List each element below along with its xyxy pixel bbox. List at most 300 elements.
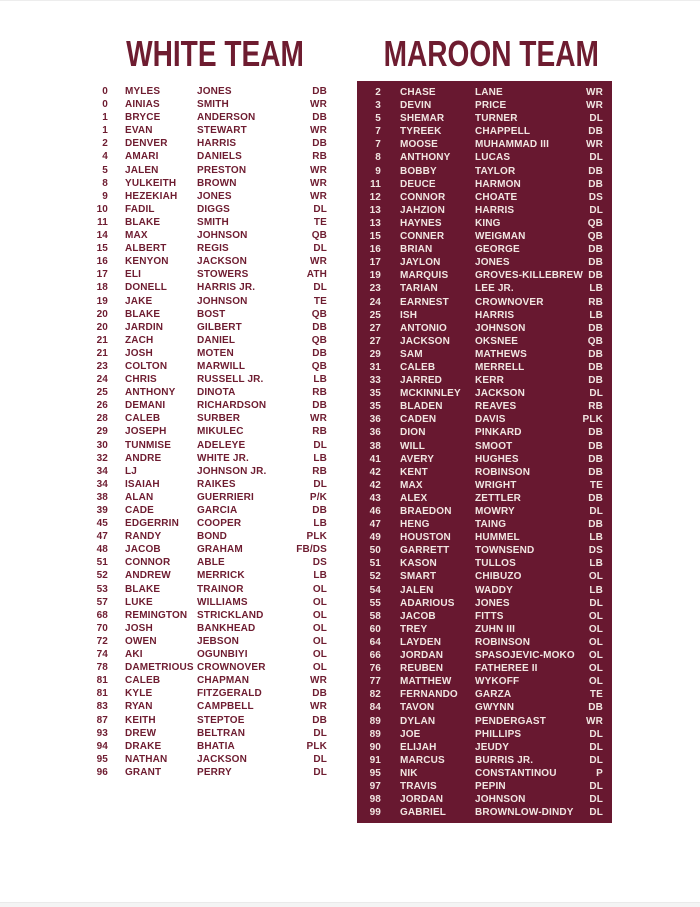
position: OL xyxy=(588,676,603,688)
jersey-number: 47 xyxy=(96,531,108,543)
roster-row xyxy=(80,308,327,321)
first-name: KEITH xyxy=(125,714,156,726)
position: DB xyxy=(588,322,603,334)
jersey-number: 2 xyxy=(375,87,381,98)
last-name: OKSNEE xyxy=(475,335,519,347)
position: FB/DS xyxy=(296,544,327,556)
roster-row xyxy=(80,727,327,740)
jersey-number: 16 xyxy=(96,256,108,268)
first-name: CADE xyxy=(125,505,154,516)
jersey-number: 29 xyxy=(369,348,381,360)
position: DL xyxy=(589,113,603,125)
last-name: HARRIS JR. xyxy=(197,282,256,294)
last-name: ROBINSON xyxy=(475,466,531,478)
jersey-number: 57 xyxy=(96,596,108,608)
last-name: LEE JR. xyxy=(475,283,514,295)
jersey-number: 48 xyxy=(96,544,108,556)
jersey-number: 4 xyxy=(102,151,108,163)
position: DB xyxy=(312,688,327,700)
position: PLK xyxy=(582,414,603,426)
roster-row xyxy=(80,150,327,163)
white-team-title: WHITE TEAM xyxy=(126,33,304,74)
last-name: HARMON xyxy=(475,178,521,190)
position: QB xyxy=(587,231,603,243)
roster-row xyxy=(357,662,603,675)
position: DL xyxy=(313,753,327,765)
position: DB xyxy=(588,466,603,478)
last-name: LUCAS xyxy=(475,152,511,164)
roster-row xyxy=(357,282,603,295)
first-name: DEUCE xyxy=(400,178,436,190)
last-name: JONES xyxy=(475,597,510,609)
position: DL xyxy=(589,388,603,400)
first-name: SMART xyxy=(400,571,437,583)
last-name: ADELEYE xyxy=(197,439,246,451)
jersey-number: 36 xyxy=(369,427,381,439)
first-name: ANDREW xyxy=(125,570,171,582)
last-name: FITTS xyxy=(475,610,504,622)
jersey-number: 24 xyxy=(369,296,381,308)
position: OL xyxy=(588,571,603,583)
position: DL xyxy=(589,780,603,792)
jersey-number: 23 xyxy=(369,283,381,295)
first-name: KENT xyxy=(400,466,428,478)
roster-row xyxy=(357,505,603,518)
jersey-number: 51 xyxy=(369,558,381,570)
jersey-number: 36 xyxy=(369,414,381,426)
jersey-number: 89 xyxy=(369,728,381,740)
first-name: JAYLON xyxy=(400,257,441,269)
jersey-number: 28 xyxy=(96,413,108,425)
last-name: DAVIS xyxy=(475,414,506,426)
position: DB xyxy=(312,347,327,359)
roster-row xyxy=(357,178,603,191)
position: LB xyxy=(313,452,327,464)
first-name: HAYNES xyxy=(400,217,442,229)
roster-row xyxy=(80,399,327,412)
jersey-number: 83 xyxy=(96,701,108,713)
roster-row xyxy=(357,125,603,138)
position: DL xyxy=(589,728,603,740)
last-name: SURBER xyxy=(197,413,241,425)
last-name: DANIELS xyxy=(197,151,242,163)
last-name: DINOTA xyxy=(197,387,236,399)
last-name: PERRY xyxy=(197,766,232,778)
roster-row xyxy=(357,531,603,544)
position: WR xyxy=(310,701,327,713)
first-name: FERNANDO xyxy=(400,689,458,701)
roster-row xyxy=(357,400,603,413)
last-name: JONES xyxy=(475,257,510,269)
jersey-number: 7 xyxy=(375,126,381,138)
jersey-number: 35 xyxy=(369,401,381,413)
jersey-number: 81 xyxy=(96,675,108,687)
roster-row xyxy=(357,688,603,701)
jersey-number: 38 xyxy=(96,491,108,503)
jersey-number: 0 xyxy=(102,86,108,97)
position: OL xyxy=(588,610,603,622)
jersey-number: 20 xyxy=(96,321,108,333)
first-name: MCKINNLEY xyxy=(400,388,461,400)
first-name: BLAKE xyxy=(125,583,161,595)
last-name: GARCIA xyxy=(197,505,238,516)
first-name: JALEN xyxy=(125,164,159,176)
jersey-number: 34 xyxy=(96,465,108,477)
position: LB xyxy=(589,283,603,295)
roster-row xyxy=(357,165,603,178)
position: DB xyxy=(588,270,603,282)
first-name: DRAKE xyxy=(125,740,162,752)
jersey-number: 96 xyxy=(96,766,108,778)
first-name: MAX xyxy=(400,479,423,491)
last-name: RUSSELL JR. xyxy=(197,374,264,386)
roster-row xyxy=(357,440,603,453)
last-name: BROWN xyxy=(197,177,237,189)
roster-row xyxy=(357,269,603,282)
position: DL xyxy=(313,439,327,451)
last-name: ANDERSON xyxy=(197,112,256,124)
last-name: COOPER xyxy=(197,518,242,530)
roster-row xyxy=(357,701,603,714)
roster-row xyxy=(357,584,603,597)
position: DS xyxy=(588,545,603,557)
last-name: CAMPBELL xyxy=(197,701,254,713)
position: WR xyxy=(586,139,603,151)
first-name: JAKE xyxy=(125,295,153,307)
last-name: PINKARD xyxy=(475,427,522,439)
jersey-number: 32 xyxy=(96,452,108,464)
last-name: BHATIA xyxy=(197,740,235,752)
jersey-number: 47 xyxy=(369,519,381,531)
roster-row xyxy=(80,569,327,582)
roster-row xyxy=(80,740,327,753)
first-name: ISAIAH xyxy=(125,478,160,490)
first-name: DION xyxy=(400,427,426,439)
jersey-number: 82 xyxy=(369,689,381,701)
first-name: BRIAN xyxy=(400,244,433,256)
jersey-number: 89 xyxy=(369,715,381,727)
position: LB xyxy=(589,584,603,596)
last-name: TRAINOR xyxy=(197,583,244,595)
first-name: RANDY xyxy=(125,531,162,543)
last-name: STRICKLAND xyxy=(197,609,264,621)
jersey-number: 97 xyxy=(369,780,381,792)
jersey-number: 25 xyxy=(369,309,381,321)
position: TE xyxy=(313,295,327,307)
position: LB xyxy=(313,374,327,386)
roster-row xyxy=(80,373,327,386)
jersey-number: 50 xyxy=(369,545,381,557)
roster-row xyxy=(80,714,327,727)
position: DL xyxy=(589,506,603,517)
last-name: GEORGE xyxy=(475,244,520,256)
jersey-number: 7 xyxy=(375,139,381,151)
last-name: BURRIS JR. xyxy=(475,754,534,766)
last-name: TULLOS xyxy=(475,558,516,570)
roster-row xyxy=(357,361,603,374)
first-name: GABRIEL xyxy=(400,807,447,819)
first-name: TUNMISE xyxy=(125,439,172,451)
roster-row xyxy=(80,190,327,203)
position: DS xyxy=(588,191,603,203)
roster-row xyxy=(357,636,603,649)
first-name: CALEB xyxy=(125,413,161,425)
first-name: BOBBY xyxy=(400,165,437,177)
roster-row xyxy=(80,648,327,661)
roster-row xyxy=(80,229,327,242)
first-name: GARRETT xyxy=(400,545,450,557)
roster-row xyxy=(80,255,327,268)
first-name: KASON xyxy=(400,558,437,570)
last-name: JOHNSON JR. xyxy=(197,465,267,477)
jersey-number: 1 xyxy=(102,125,108,137)
last-name: MUHAMMAD III xyxy=(475,139,550,151)
roster-row xyxy=(80,556,327,569)
roster-row xyxy=(357,217,603,230)
position: OL xyxy=(588,650,603,662)
roster-row xyxy=(80,504,327,517)
position: ATH xyxy=(306,269,327,281)
first-name: LUKE xyxy=(125,596,153,608)
jersey-number: 46 xyxy=(369,506,381,517)
last-name: WYKOFF xyxy=(475,676,520,688)
last-name: ZUHN III xyxy=(475,623,516,635)
last-name: PRESTON xyxy=(197,164,247,176)
last-name: SMOOT xyxy=(475,440,513,452)
jersey-number: 39 xyxy=(96,505,108,516)
last-name: JEUDY xyxy=(475,741,510,753)
roster-row xyxy=(80,700,327,713)
last-name: HARRIS xyxy=(475,309,515,321)
jersey-number: 84 xyxy=(369,702,381,714)
roster-row xyxy=(80,452,327,465)
first-name: JARDIN xyxy=(125,321,164,333)
first-name: CONNOR xyxy=(125,557,171,569)
position: DB xyxy=(588,165,603,177)
last-name: PHILLIPS xyxy=(475,728,522,740)
jersey-number: 70 xyxy=(96,622,108,634)
first-name: JACOB xyxy=(400,610,436,622)
last-name: SPASOJEVIC-MOKO xyxy=(475,650,575,662)
last-name: MIKULEC xyxy=(197,426,244,438)
position: PLK xyxy=(306,740,327,752)
roster-row xyxy=(357,675,603,688)
jersey-number: 95 xyxy=(96,753,108,765)
position: WR xyxy=(310,256,327,268)
roster-row xyxy=(80,622,327,635)
roster-row xyxy=(357,728,603,741)
first-name: JAHZION xyxy=(400,204,445,216)
position: WR xyxy=(310,413,327,425)
position: LB xyxy=(589,558,603,570)
last-name: TURNER xyxy=(475,113,518,125)
jersey-number: 13 xyxy=(369,217,381,229)
roster-row xyxy=(80,439,327,452)
position: DL xyxy=(589,204,603,216)
jersey-number: 31 xyxy=(369,361,381,373)
first-name: CHASE xyxy=(400,87,436,98)
last-name: FITZGERALD xyxy=(197,688,262,700)
first-name: BLADEN xyxy=(400,401,443,413)
last-name: CONSTANTINOU xyxy=(475,767,557,779)
roster-row xyxy=(357,374,603,387)
roster-row xyxy=(357,453,603,466)
first-name: CONNER xyxy=(400,231,445,243)
first-name: ALEX xyxy=(400,492,428,504)
last-name: GWYNN xyxy=(475,702,515,714)
jersey-number: 15 xyxy=(96,243,108,255)
roster-row xyxy=(80,425,327,438)
first-name: MATTHEW xyxy=(400,676,452,688)
last-name: BROWNLOW-DINDY xyxy=(475,807,574,819)
first-name: JALEN xyxy=(400,584,434,596)
position: P/K xyxy=(309,491,327,503)
jersey-number: 78 xyxy=(96,662,108,674)
first-name: DREW xyxy=(125,727,157,739)
last-name: MARWILL xyxy=(197,360,246,372)
last-name: KING xyxy=(475,217,501,229)
jersey-number: 5 xyxy=(375,113,381,125)
position: RB xyxy=(312,465,327,477)
jersey-number: 74 xyxy=(96,649,108,661)
last-name: GROVES-KILLEBREW xyxy=(475,270,583,282)
last-name: GILBERT xyxy=(197,321,242,333)
last-name: REAVES xyxy=(475,401,517,413)
position: DL xyxy=(313,727,327,739)
position: DB xyxy=(588,702,603,714)
first-name: JOSEPH xyxy=(125,426,167,438)
last-name: JEBSON xyxy=(197,635,240,647)
jersey-number: 20 xyxy=(96,308,108,320)
roster-row xyxy=(357,623,603,636)
position: DB xyxy=(588,244,603,256)
position: WR xyxy=(310,675,327,687)
jersey-number: 8 xyxy=(375,152,381,164)
jersey-number: 2 xyxy=(102,138,108,150)
position: DB xyxy=(312,138,327,150)
roster-row xyxy=(80,281,327,294)
roster-row xyxy=(357,309,603,322)
roster-row xyxy=(80,635,327,648)
roster-row xyxy=(357,597,603,610)
position: DB xyxy=(312,86,327,97)
position: LB xyxy=(589,532,603,544)
position: DL xyxy=(589,152,603,164)
position: WR xyxy=(310,164,327,176)
position: DB xyxy=(588,361,603,373)
last-name: BANKHEAD xyxy=(197,622,256,634)
jersey-number: 33 xyxy=(369,375,381,387)
roster-row xyxy=(80,674,327,687)
position: OL xyxy=(312,583,327,595)
last-name: CHAPMAN xyxy=(197,675,250,687)
position: OL xyxy=(312,662,327,674)
last-name: JACKSON xyxy=(197,256,247,268)
roster-row xyxy=(357,138,603,151)
jersey-number: 77 xyxy=(369,676,381,688)
first-name: FADIL xyxy=(125,203,155,215)
first-name: ZACH xyxy=(125,334,154,346)
position: DB xyxy=(312,112,327,124)
first-name: AKI xyxy=(125,649,143,661)
first-name: NATHAN xyxy=(125,753,168,765)
jersey-number: 49 xyxy=(369,532,381,544)
first-name: MYLES xyxy=(125,86,161,97)
last-name: TAYLOR xyxy=(475,165,516,177)
jersey-number: 68 xyxy=(96,609,108,621)
jersey-number: 13 xyxy=(369,204,381,216)
position: TE xyxy=(589,479,603,491)
roster-row xyxy=(357,191,603,204)
first-name: JORDAN xyxy=(400,794,444,806)
position: DL xyxy=(589,794,603,806)
jersey-number: 95 xyxy=(369,767,381,779)
position: DB xyxy=(588,375,603,387)
position: OL xyxy=(588,663,603,675)
first-name: YULKEITH xyxy=(125,177,177,189)
roster-row xyxy=(357,544,603,557)
jersey-number: 5 xyxy=(102,164,108,176)
jersey-number: 66 xyxy=(369,650,381,662)
roster-row xyxy=(80,465,327,478)
first-name: LAYDEN xyxy=(400,636,442,648)
first-name: ADARIOUS xyxy=(400,597,455,609)
jersey-number: 90 xyxy=(369,741,381,753)
first-name: TYREEK xyxy=(400,126,442,138)
maroon-team-title: MAROON TEAM xyxy=(383,33,599,74)
jersey-number: 53 xyxy=(96,583,108,595)
roster-row xyxy=(357,715,603,728)
roster-row xyxy=(80,242,327,255)
jersey-number: 64 xyxy=(369,636,381,648)
first-name: EDGERRIN xyxy=(125,518,179,530)
position: QB xyxy=(311,230,327,242)
jersey-number: 10 xyxy=(96,203,108,215)
last-name: TOWNSEND xyxy=(475,545,535,557)
white-team-roster xyxy=(80,85,327,779)
first-name: LJ xyxy=(125,465,137,477)
last-name: MATHEWS xyxy=(475,348,527,360)
first-name: NIK xyxy=(400,767,418,779)
jersey-number: 76 xyxy=(369,663,381,675)
roster-row xyxy=(357,780,603,793)
last-name: HUMMEL xyxy=(475,532,520,544)
jersey-number: 51 xyxy=(96,557,108,569)
roster-row xyxy=(80,111,327,124)
last-name: STOWERS xyxy=(197,269,249,281)
last-name: SMITH xyxy=(197,216,229,228)
jersey-number: 55 xyxy=(369,597,381,609)
roster-row xyxy=(80,360,327,373)
first-name: AINIAS xyxy=(125,99,160,111)
first-name: GRANT xyxy=(125,766,162,778)
roster-row xyxy=(80,596,327,609)
last-name: ROBINSON xyxy=(475,636,531,648)
last-name: TAING xyxy=(475,519,507,531)
last-name: JOHNSON xyxy=(197,295,248,307)
position: TE xyxy=(313,216,327,228)
jersey-number: 17 xyxy=(369,257,381,269)
first-name: RYAN xyxy=(125,701,153,713)
last-name: HUGHES xyxy=(475,453,519,465)
jersey-number: 43 xyxy=(369,492,381,504)
position: LB xyxy=(313,518,327,530)
position: DL xyxy=(589,597,603,609)
position: RB xyxy=(588,296,603,308)
first-name: WILL xyxy=(400,440,426,452)
roster-row xyxy=(80,491,327,504)
jersey-number: 27 xyxy=(369,322,381,334)
